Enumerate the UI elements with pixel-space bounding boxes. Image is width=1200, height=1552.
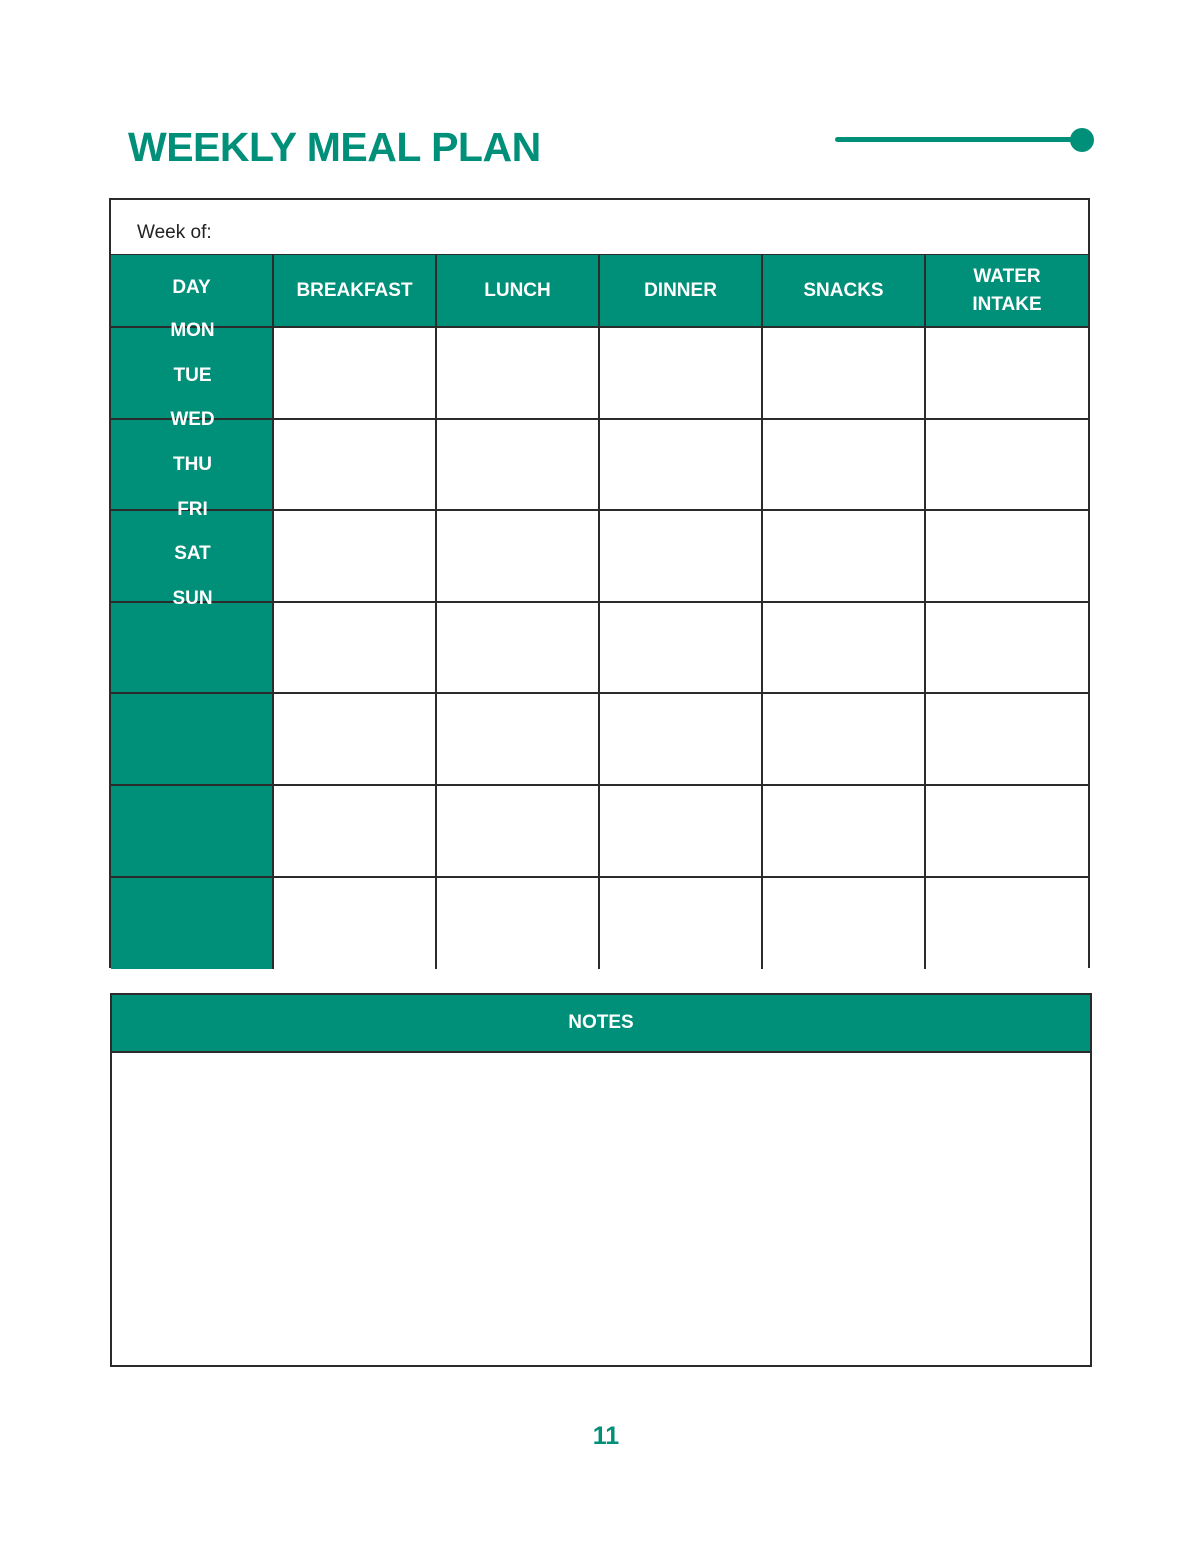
day-cell	[111, 328, 274, 418]
table-row	[111, 328, 1088, 420]
header-lunch: LUNCH	[437, 255, 600, 326]
dinner-cell[interactable]	[600, 786, 763, 876]
water-cell[interactable]	[926, 786, 1088, 876]
lunch-cell[interactable]	[437, 603, 600, 693]
table-row	[111, 786, 1088, 878]
header-snacks: SNACKS	[763, 255, 926, 326]
water-cell[interactable]	[926, 511, 1088, 601]
header-water-line1: WATER	[973, 265, 1041, 287]
day-label-thu: THU	[172, 454, 213, 476]
day-cell	[111, 786, 274, 876]
notes-section	[110, 993, 1092, 1367]
day-label-wed: WED	[170, 409, 215, 431]
week-of-label: Week of:	[137, 222, 212, 243]
day-cell	[111, 694, 274, 784]
lunch-cell[interactable]	[437, 511, 600, 601]
breakfast-cell[interactable]	[274, 694, 437, 784]
day-label-sun: SUN	[172, 588, 213, 610]
snacks-cell[interactable]	[763, 786, 926, 876]
page-number: 11	[592, 1422, 620, 1450]
breakfast-cell[interactable]	[274, 603, 437, 693]
breakfast-cell[interactable]	[274, 328, 437, 418]
day-cell	[111, 878, 274, 970]
day-label-mon: MON	[170, 320, 215, 341]
table-row	[111, 420, 1088, 512]
snacks-cell[interactable]	[763, 328, 926, 418]
decorative-line	[835, 137, 1080, 142]
table-row	[111, 878, 1088, 970]
lunch-cell[interactable]	[437, 878, 600, 970]
day-label-tue: TUE	[173, 364, 212, 386]
day-label-fri: FRI	[177, 498, 208, 520]
snacks-cell[interactable]	[763, 511, 926, 601]
water-cell[interactable]	[926, 420, 1088, 510]
water-cell[interactable]	[926, 878, 1088, 970]
snacks-cell[interactable]	[763, 694, 926, 784]
day-label-sat: SAT	[174, 543, 211, 565]
table-row	[111, 603, 1088, 695]
header-day: DAY	[111, 255, 274, 326]
notes-area[interactable]	[112, 1053, 1090, 1365]
day-cell	[111, 420, 274, 510]
lunch-cell[interactable]	[437, 420, 600, 510]
dinner-cell[interactable]	[600, 420, 763, 510]
breakfast-cell[interactable]	[274, 786, 437, 876]
dinner-cell[interactable]	[600, 328, 763, 418]
dinner-cell[interactable]	[600, 603, 763, 693]
water-cell[interactable]	[926, 603, 1088, 693]
table-row	[111, 511, 1088, 603]
page-title: WEEKLY MEAL PLAN	[128, 124, 541, 170]
header-breakfast: BREAKFAST	[274, 255, 437, 326]
lunch-cell[interactable]	[437, 786, 600, 876]
snacks-cell[interactable]	[763, 878, 926, 970]
header-water-line2: INTAKE	[972, 293, 1042, 315]
table-header	[111, 255, 1088, 328]
lunch-cell[interactable]	[437, 694, 600, 784]
meal-plan-table	[109, 198, 1090, 968]
snacks-cell[interactable]	[763, 420, 926, 510]
snacks-cell[interactable]	[763, 603, 926, 693]
dinner-cell[interactable]	[600, 511, 763, 601]
lunch-cell[interactable]	[437, 328, 600, 418]
breakfast-cell[interactable]	[274, 878, 437, 970]
breakfast-cell[interactable]	[274, 420, 437, 510]
dinner-cell[interactable]	[600, 694, 763, 784]
day-cell	[111, 603, 274, 693]
decorative-dot	[1070, 128, 1094, 152]
meal-grid	[111, 255, 1088, 969]
header-water-intake	[926, 255, 1088, 326]
header-dinner: DINNER	[600, 255, 763, 326]
breakfast-cell[interactable]	[274, 511, 437, 601]
table-row	[111, 694, 1088, 786]
water-cell[interactable]	[926, 694, 1088, 784]
dinner-cell[interactable]	[600, 878, 763, 970]
water-cell[interactable]	[926, 328, 1088, 418]
day-cell	[111, 511, 274, 601]
notes-header: NOTES	[112, 995, 1090, 1053]
week-of-field[interactable]	[111, 200, 1088, 256]
